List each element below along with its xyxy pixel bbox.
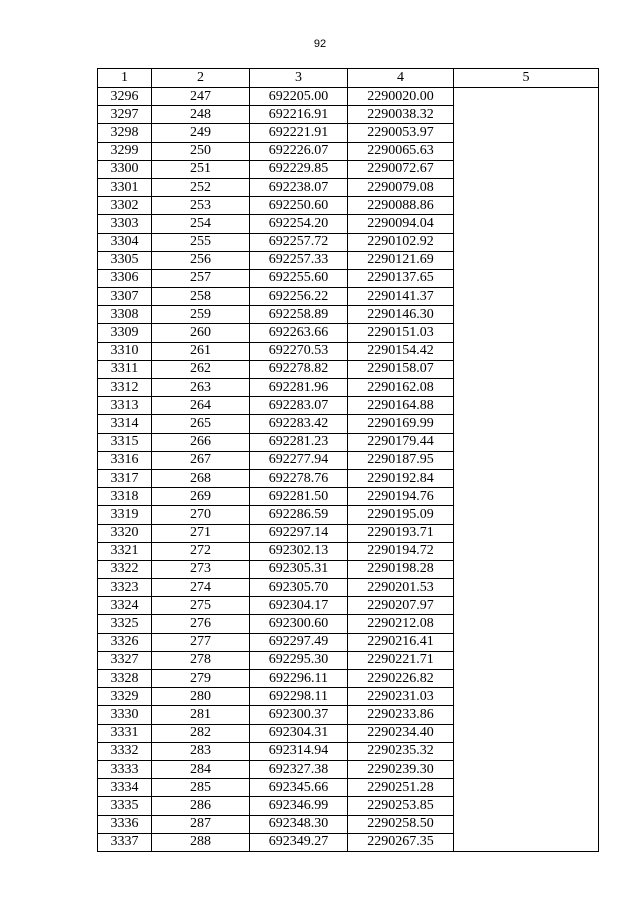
- table-cell-col2: 256: [152, 251, 250, 269]
- table-cell-col4: 2290154.42: [348, 342, 454, 360]
- table-cell-col2: 281: [152, 706, 250, 724]
- table-cell-col1: 3310: [98, 342, 152, 360]
- table-cell-col1: 3323: [98, 579, 152, 597]
- table-cell-col3: 692283.07: [250, 397, 348, 415]
- table-cell-col1: 3308: [98, 306, 152, 324]
- table-cell-col2: 250: [152, 142, 250, 160]
- table-cell-col1: 3303: [98, 215, 152, 233]
- table-cell-col1: 3304: [98, 233, 152, 251]
- column-header-4: 4: [348, 69, 454, 88]
- table-cell-col3: 692298.11: [250, 688, 348, 706]
- table-cell-col3: 692277.94: [250, 451, 348, 469]
- table-cell-col3: 692221.91: [250, 124, 348, 142]
- table-cell-col4: 2290194.76: [348, 488, 454, 506]
- table-cell-col3: 692300.37: [250, 706, 348, 724]
- table-cell-col1: 3331: [98, 724, 152, 742]
- table-cell-col1: 3333: [98, 760, 152, 778]
- table-cell-col1: 3321: [98, 542, 152, 560]
- table-cell-col3: 692349.27: [250, 833, 348, 851]
- table-cell-col4: 2290162.08: [348, 379, 454, 397]
- table-cell-col2: 286: [152, 797, 250, 815]
- table-cell-col3: 692258.89: [250, 306, 348, 324]
- page-number: 92: [313, 38, 327, 50]
- table-cell-col3: 692304.31: [250, 724, 348, 742]
- table-cell-col3: 692216.91: [250, 106, 348, 124]
- table-cell-col2: 276: [152, 615, 250, 633]
- table-cell-col2: 257: [152, 269, 250, 287]
- table-cell-col3: 692257.72: [250, 233, 348, 251]
- table-cell-col4: 2290234.40: [348, 724, 454, 742]
- column-header-2: 2: [152, 69, 250, 88]
- table-cell-col1: 3318: [98, 488, 152, 506]
- table-cell-col1: 3319: [98, 506, 152, 524]
- table-cell-col1: 3330: [98, 706, 152, 724]
- table-cell-col1: 3326: [98, 633, 152, 651]
- table-cell-col1: 3297: [98, 106, 152, 124]
- table-cell-col2: 274: [152, 579, 250, 597]
- table-cell-col4: 2290094.04: [348, 215, 454, 233]
- table-cell-col2: 251: [152, 160, 250, 178]
- table-cell-col1: 3311: [98, 360, 152, 378]
- table-cell-col1: 3307: [98, 288, 152, 306]
- table-cell-col3: 692281.23: [250, 433, 348, 451]
- table-cell-col3: 692297.14: [250, 524, 348, 542]
- table-cell-col2: 258: [152, 288, 250, 306]
- table-cell-col4: 2290102.92: [348, 233, 454, 251]
- table-cell-col1: 3322: [98, 560, 152, 578]
- table-cell-col3: 692255.60: [250, 269, 348, 287]
- table-cell-col4: 2290121.69: [348, 251, 454, 269]
- table-cell-col1: 3329: [98, 688, 152, 706]
- table-cell-col4: 2290187.95: [348, 451, 454, 469]
- table-body: [98, 88, 599, 852]
- table-cell-col2: 265: [152, 415, 250, 433]
- table-cell-col4: 2290053.97: [348, 124, 454, 142]
- table-cell-col3: 692281.50: [250, 488, 348, 506]
- table-cell-col1: 3296: [98, 88, 152, 106]
- table-cell-col3: 692270.53: [250, 342, 348, 360]
- table-cell-col2: 262: [152, 360, 250, 378]
- table-cell-col2: 287: [152, 815, 250, 833]
- table-cell-col3: 692348.30: [250, 815, 348, 833]
- table-cell-col4: 2290072.67: [348, 160, 454, 178]
- table-cell-col2: 249: [152, 124, 250, 142]
- table-cell-col1: 3316: [98, 451, 152, 469]
- table-cell-col2: 278: [152, 651, 250, 669]
- table-cell-col1: 3306: [98, 269, 152, 287]
- table-cell-col3: 692263.66: [250, 324, 348, 342]
- table-cell-col3: 692254.20: [250, 215, 348, 233]
- table-cell-col2: 255: [152, 233, 250, 251]
- table-cell-col1: 3298: [98, 124, 152, 142]
- table-cell-col3: 692257.33: [250, 251, 348, 269]
- table-row: [98, 88, 599, 106]
- table-cell-col4: 2290207.97: [348, 597, 454, 615]
- table-cell-col4: 2290065.63: [348, 142, 454, 160]
- table-cell-col2: 285: [152, 779, 250, 797]
- table-cell-col1: 3320: [98, 524, 152, 542]
- table-cell-col1: 3325: [98, 615, 152, 633]
- table-cell-col1: 3317: [98, 469, 152, 487]
- table-cell-col2: 267: [152, 451, 250, 469]
- table-cell-col4: 2290194.72: [348, 542, 454, 560]
- table-cell-col3: 692295.30: [250, 651, 348, 669]
- table-cell-col4: 2290251.28: [348, 779, 454, 797]
- table-cell-col2: 273: [152, 560, 250, 578]
- table-cell-col3: 692250.60: [250, 197, 348, 215]
- table-cell-col3: 692278.76: [250, 469, 348, 487]
- coordinates-table: [97, 68, 599, 852]
- table-cell-col2: 282: [152, 724, 250, 742]
- table-cell-col4: 2290239.30: [348, 760, 454, 778]
- table-cell-col1: 3332: [98, 742, 152, 760]
- table-cell-col2: 277: [152, 633, 250, 651]
- table-cell-col3: 692226.07: [250, 142, 348, 160]
- table-cell-col2: 247: [152, 88, 250, 106]
- table-cell-col3: 692304.17: [250, 597, 348, 615]
- table-cell-col4: 2290226.82: [348, 670, 454, 688]
- table-cell-col4: 2290169.99: [348, 415, 454, 433]
- table-cell-col1: 3312: [98, 379, 152, 397]
- table-cell-col2: 248: [152, 106, 250, 124]
- table-cell-col5-merged: [454, 88, 599, 852]
- table-cell-col2: 271: [152, 524, 250, 542]
- table-cell-col4: 2290258.50: [348, 815, 454, 833]
- table-cell-col4: 2290201.53: [348, 579, 454, 597]
- table-cell-col3: 692300.60: [250, 615, 348, 633]
- table-cell-col4: 2290267.35: [348, 833, 454, 851]
- table-cell-col1: 3315: [98, 433, 152, 451]
- column-header-3: 3: [250, 69, 348, 88]
- table-cell-col4: 2290164.88: [348, 397, 454, 415]
- table-cell-col1: 3300: [98, 160, 152, 178]
- table-cell-col2: 283: [152, 742, 250, 760]
- table-cell-col4: 2290233.86: [348, 706, 454, 724]
- table-cell-col3: 692256.22: [250, 288, 348, 306]
- table-cell-col1: 3324: [98, 597, 152, 615]
- table-cell-col3: 692302.13: [250, 542, 348, 560]
- table-cell-col4: 2290212.08: [348, 615, 454, 633]
- table-cell-col2: 288: [152, 833, 250, 851]
- table-cell-col3: 692305.70: [250, 579, 348, 597]
- table-cell-col2: 261: [152, 342, 250, 360]
- table-cell-col1: 3314: [98, 415, 152, 433]
- table-cell-col1: 3301: [98, 178, 152, 196]
- table-cell-col2: 253: [152, 197, 250, 215]
- table-cell-col4: 2290141.37: [348, 288, 454, 306]
- table-cell-col1: 3313: [98, 397, 152, 415]
- table-cell-col4: 2290198.28: [348, 560, 454, 578]
- table-cell-col1: 3302: [98, 197, 152, 215]
- table-cell-col2: 264: [152, 397, 250, 415]
- table-cell-col4: 2290020.00: [348, 88, 454, 106]
- table-cell-col1: 3336: [98, 815, 152, 833]
- table-cell-col3: 692278.82: [250, 360, 348, 378]
- table-cell-col3: 692297.49: [250, 633, 348, 651]
- table-cell-col1: 3328: [98, 670, 152, 688]
- table-cell-col4: 2290158.07: [348, 360, 454, 378]
- table-cell-col2: 252: [152, 178, 250, 196]
- table-cell-col4: 2290193.71: [348, 524, 454, 542]
- table-cell-col2: 260: [152, 324, 250, 342]
- table-cell-col3: 692305.31: [250, 560, 348, 578]
- table-cell-col4: 2290151.03: [348, 324, 454, 342]
- table-cell-col4: 2290137.65: [348, 269, 454, 287]
- table-cell-col3: 692346.99: [250, 797, 348, 815]
- table-cell-col1: 3337: [98, 833, 152, 851]
- table-cell-col2: 268: [152, 469, 250, 487]
- table-cell-col2: 254: [152, 215, 250, 233]
- table-cell-col2: 275: [152, 597, 250, 615]
- table-cell-col4: 2290179.44: [348, 433, 454, 451]
- table-cell-col4: 2290221.71: [348, 651, 454, 669]
- table-cell-col3: 692345.66: [250, 779, 348, 797]
- table-cell-col2: 279: [152, 670, 250, 688]
- table-cell-col3: 692238.07: [250, 178, 348, 196]
- table-cell-col4: 2290231.03: [348, 688, 454, 706]
- table-cell-col2: 266: [152, 433, 250, 451]
- table-cell-col3: 692205.00: [250, 88, 348, 106]
- column-header-1: 1: [98, 69, 152, 88]
- table-cell-col3: 692283.42: [250, 415, 348, 433]
- table-cell-col3: 692281.96: [250, 379, 348, 397]
- table-cell-col4: 2290038.32: [348, 106, 454, 124]
- table-cell-col3: 692229.85: [250, 160, 348, 178]
- table-cell-col2: 270: [152, 506, 250, 524]
- table-cell-col3: 692314.94: [250, 742, 348, 760]
- table-cell-col1: 3334: [98, 779, 152, 797]
- table-cell-col4: 2290079.08: [348, 178, 454, 196]
- table-cell-col2: 263: [152, 379, 250, 397]
- table-cell-col2: 272: [152, 542, 250, 560]
- table-cell-col4: 2290235.32: [348, 742, 454, 760]
- table-cell-col1: 3305: [98, 251, 152, 269]
- table-cell-col1: 3299: [98, 142, 152, 160]
- table-cell-col2: 280: [152, 688, 250, 706]
- table-header-row: [98, 69, 599, 88]
- table-cell-col4: 2290253.85: [348, 797, 454, 815]
- table-cell-col3: 692327.38: [250, 760, 348, 778]
- table-cell-col1: 3327: [98, 651, 152, 669]
- table-cell-col4: 2290192.84: [348, 469, 454, 487]
- table-cell-col1: 3309: [98, 324, 152, 342]
- table-cell-col4: 2290216.41: [348, 633, 454, 651]
- table-cell-col4: 2290195.09: [348, 506, 454, 524]
- table-cell-col3: 692286.59: [250, 506, 348, 524]
- table-cell-col4: 2290088.86: [348, 197, 454, 215]
- table-cell-col3: 692296.11: [250, 670, 348, 688]
- table-cell-col2: 284: [152, 760, 250, 778]
- table-cell-col1: 3335: [98, 797, 152, 815]
- table-cell-col2: 259: [152, 306, 250, 324]
- table-cell-col2: 269: [152, 488, 250, 506]
- table-cell-col4: 2290146.30: [348, 306, 454, 324]
- column-header-5: 5: [454, 69, 599, 88]
